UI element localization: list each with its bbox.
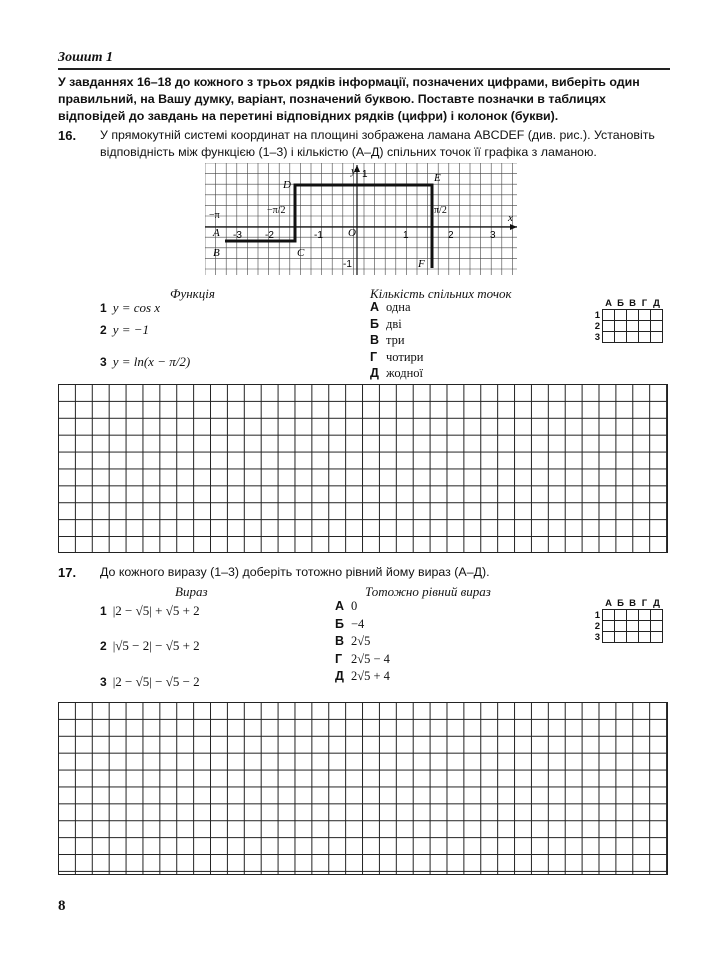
tick-x-neg1: -1 bbox=[314, 230, 323, 241]
task17-right-header: Тотожно рівний вираз bbox=[365, 584, 491, 599]
polyline-graph bbox=[205, 163, 520, 278]
tick-x-neg3: -3 bbox=[233, 230, 242, 241]
task16-item-2 bbox=[100, 322, 149, 338]
item-text: |2 − √5| + √5 + 2 bbox=[112, 603, 200, 618]
item-number: 2 bbox=[100, 323, 107, 337]
header-rule bbox=[58, 68, 670, 70]
option-a: А 0 bbox=[335, 599, 358, 613]
item-number: 1 bbox=[100, 604, 107, 618]
x-axis-arrow bbox=[510, 224, 517, 230]
label-d: D bbox=[283, 179, 291, 191]
task17-item-3 bbox=[100, 674, 200, 690]
notebook-header: Зошит 1 bbox=[58, 50, 113, 65]
tick-y-1: 1 bbox=[362, 169, 368, 180]
label-e: E bbox=[434, 172, 441, 184]
item-text: |2 − √5| − √5 − 2 bbox=[112, 674, 200, 689]
task16-item-1 bbox=[100, 300, 160, 316]
option-d: Д 2√5 + 4 bbox=[335, 669, 390, 683]
option-b: Б дві bbox=[370, 316, 402, 331]
tick-x-2: 2 bbox=[448, 230, 454, 241]
item-number: 3 bbox=[100, 355, 107, 369]
tick-neg-pi-half: −π/2 bbox=[267, 205, 286, 216]
task16-item-3 bbox=[100, 354, 190, 370]
option-d: Д жодної bbox=[370, 366, 423, 380]
option-g: Г 2√5 − 4 bbox=[335, 651, 390, 666]
tick-y-neg1: -1 bbox=[343, 259, 352, 270]
task16-number: 16. bbox=[58, 128, 77, 143]
page-number: 8 bbox=[58, 898, 66, 914]
task16-options bbox=[370, 299, 423, 382]
tick-x-3: 3 bbox=[490, 230, 496, 241]
task17-number: 17. bbox=[58, 565, 77, 580]
instructions: У завданнях 16–18 до кожного з трьох рядків інформації, позначених цифрами, виберіть один правильний, на Вашу думку, варіант, позначений буквою. Поставте позначки в таблицях відповідей до завдань на перетині відповідних рядків (цифри) і колонок (букви). bbox=[58, 75, 640, 123]
item-number: 3 bbox=[100, 675, 107, 689]
label-f: F bbox=[418, 258, 425, 270]
task17-options bbox=[335, 598, 390, 686]
tick-pi-half: π/2 bbox=[434, 205, 447, 216]
label-a: A bbox=[213, 227, 220, 239]
item-text: y = cos x bbox=[112, 300, 161, 315]
option-b: Б −4 bbox=[335, 616, 365, 631]
item-text: y = −1 bbox=[112, 322, 150, 337]
task17-text: До кожного виразу (1–3) доберіть тотожно рівний йому вираз (А–Д). bbox=[100, 565, 490, 579]
label-x: x bbox=[508, 212, 513, 224]
workspace-grid-16 bbox=[58, 384, 668, 553]
task17-left-header: Вираз bbox=[175, 584, 208, 599]
tick-neg-pi: −π bbox=[209, 210, 220, 221]
label-c: C bbox=[297, 247, 305, 259]
item-number: 2 bbox=[100, 639, 107, 653]
item-number: 1 bbox=[100, 301, 107, 315]
label-b: B bbox=[213, 247, 220, 259]
option-v: В 2√5 bbox=[335, 634, 371, 648]
task16-text: У прямокутній системі координат на площині зображена ламана ABCDEF (див. рис.). Установіть відповідність між функцією (1–3) і кількістю (А–Д) спільних точок її графіка з ламаною. bbox=[100, 128, 655, 159]
option-a: А одна bbox=[370, 300, 411, 314]
label-origin: O bbox=[348, 227, 356, 239]
graph-grid bbox=[205, 163, 517, 275]
label-y: y bbox=[351, 165, 356, 177]
workspace-grid-17 bbox=[58, 702, 668, 875]
option-v: В три bbox=[370, 333, 405, 347]
task16-right-header: Кількість спільних точок bbox=[370, 286, 512, 301]
answer-table-17[interactable]: А Б В Г Д 1 2 3 bbox=[592, 598, 663, 643]
tick-x-1: 1 bbox=[403, 230, 409, 241]
task16-left-header: Функція bbox=[170, 286, 215, 301]
item-text: y = ln(x − π/2) bbox=[112, 354, 191, 369]
item-text: |√5 − 2| − √5 + 2 bbox=[112, 638, 200, 653]
task17-item-1 bbox=[100, 603, 200, 619]
task17-item-2 bbox=[100, 638, 200, 654]
option-g: Г чотири bbox=[370, 349, 424, 364]
tick-x-neg2: -2 bbox=[265, 230, 274, 241]
answer-table-16[interactable]: А Б В Г Д 1 2 3 bbox=[592, 298, 663, 343]
